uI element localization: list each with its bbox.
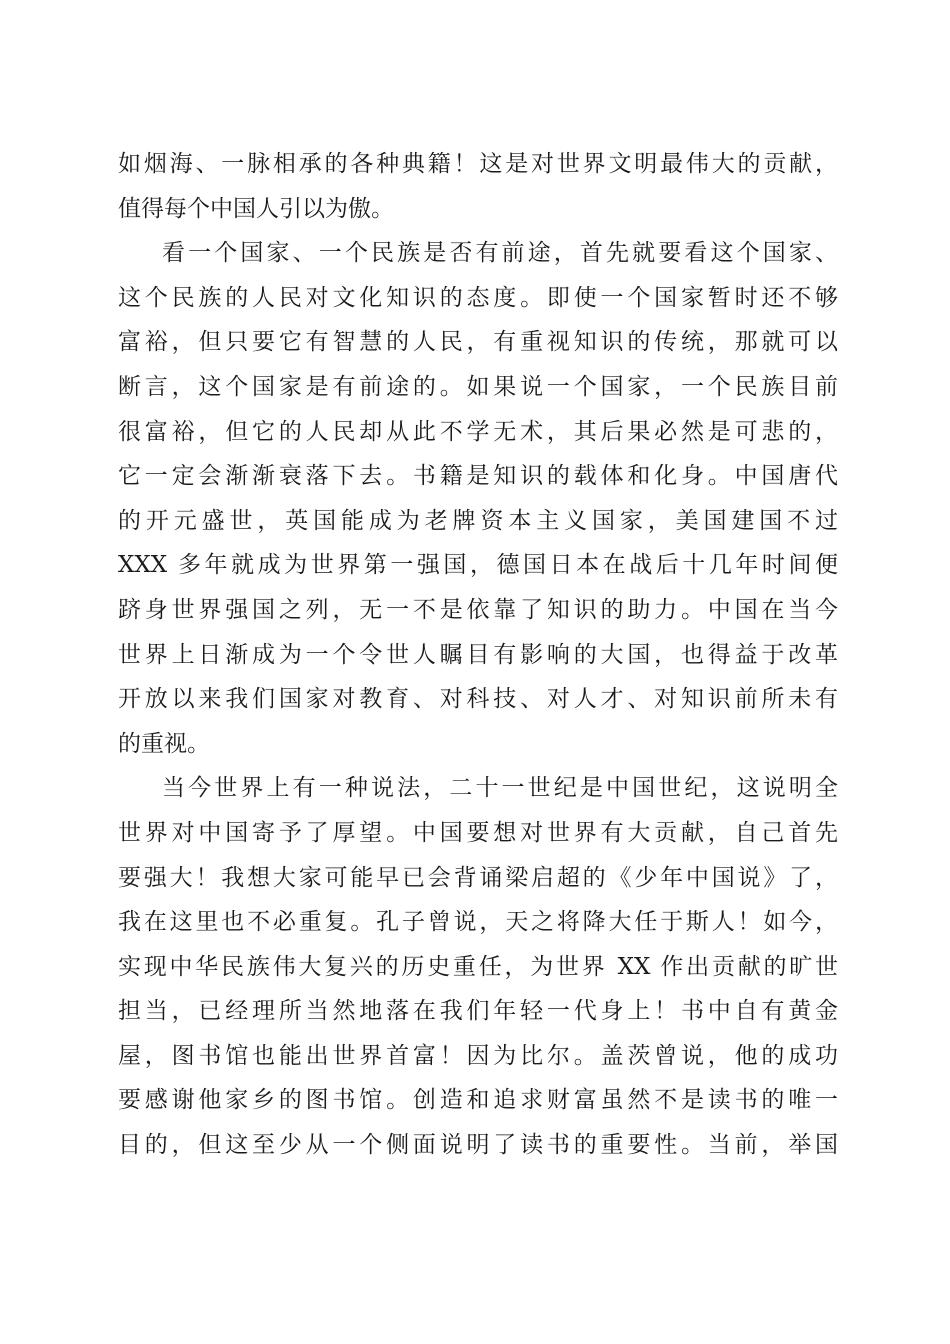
paragraph-2-line-11: 开放以来我们国家对教育、对科技、对人才、对知识前所未有 xyxy=(118,686,838,713)
paragraph-2-line-8: XXX 多年就成为世界第一强国，德国日本在战后十几年时间便 xyxy=(118,552,838,579)
paragraph-3-line-3: 要强大！我想大家可能早已会背诵梁启超的《少年中国说》了， xyxy=(118,864,838,891)
paragraph-2-line-3: 富裕，但只要它有智慧的人民，有重视知识的传统，那就可以 xyxy=(118,329,838,356)
paragraph-3-line-5: 实现中华民族伟大复兴的历史重任，为世界 XX 作出贡献的旷世 xyxy=(118,953,838,980)
paragraph-2-line-6: 它一定会渐渐衰落下去。书籍是知识的载体和化身。中国唐代 xyxy=(118,463,838,490)
paragraph-2-line-7: 的开元盛世，英国能成为老牌资本主义国家，美国建国不过 xyxy=(118,507,838,534)
paragraph-2-line-9: 跻身世界强国之列，无一不是依靠了知识的助力。中国在当今 xyxy=(118,596,838,623)
paragraph-3-line-6: 担当，已经理所当然地落在我们年轻一代身上！书中自有黄金 xyxy=(118,998,838,1025)
paragraph-3-line-7: 屋，图书馆也能出世界首富！因为比尔。盖茨曾说，他的成功 xyxy=(118,1042,838,1069)
paragraph-2-line-12: 的重视。 xyxy=(118,730,210,757)
paragraph-2-line-1: 看一个国家、一个民族是否有前途，首先就要看这个国家、 xyxy=(162,240,838,267)
paragraph-3-line-8: 要感谢他家乡的图书馆。创造和追求财富虽然不是读书的唯一 xyxy=(118,1087,838,1114)
paragraph-3-line-2: 世界对中国寄予了厚望。中国要想对世界有大贡献，自己首先 xyxy=(118,819,838,846)
paragraph-3-line-4: 我在这里也不必重复。孔子曾说，天之将降大任于斯人！如今， xyxy=(118,909,838,936)
paragraph-1-line-2: 值得每个中国人引以为傲。 xyxy=(118,195,394,222)
document-body xyxy=(118,142,838,1168)
paragraph-2-line-4: 断言，这个国家是有前途的。如果说一个国家，一个民族目前 xyxy=(118,373,838,400)
paragraph-2-line-5: 很富裕，但它的人民却从此不学无术，其后果必然是可悲的， xyxy=(118,418,838,445)
paragraph-2-line-2: 这个民族的人民对文化知识的态度。即使一个国家暂时还不够 xyxy=(118,284,838,311)
paragraph-3-line-9: 目的，但这至少从一个侧面说明了读书的重要性。当前，举国 xyxy=(118,1132,838,1159)
paragraph-1-line-1: 如烟海、一脉相承的各种典籍！这是对世界文明最伟大的贡献， xyxy=(118,151,838,177)
paragraph-2-line-10: 世界上日渐成为一个令世人瞩目有影响的大国，也得益于改革 xyxy=(118,641,838,668)
paragraph-3-line-1: 当今世界上有一种说法，二十一世纪是中国世纪，这说明全 xyxy=(162,775,838,802)
